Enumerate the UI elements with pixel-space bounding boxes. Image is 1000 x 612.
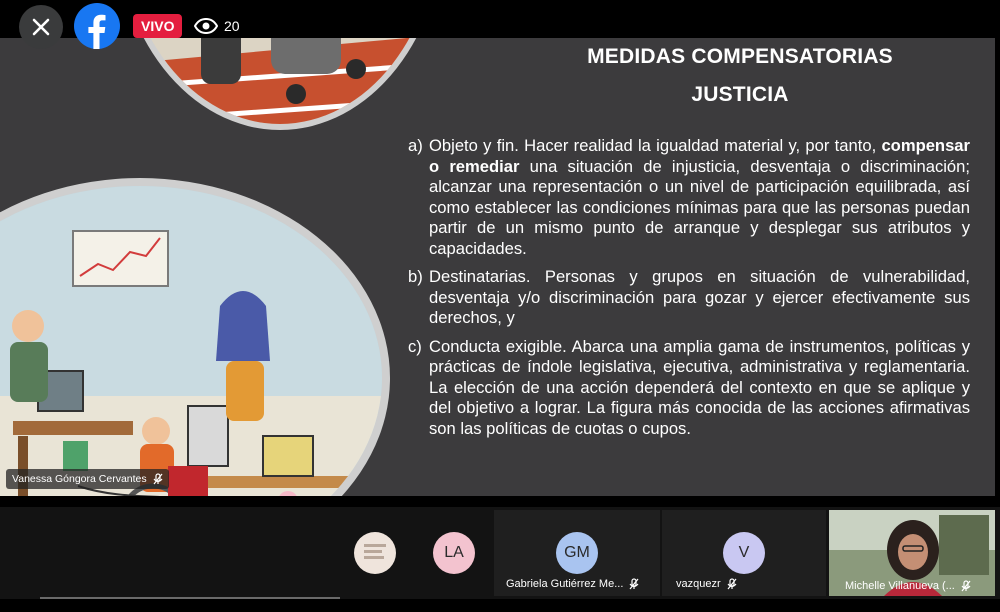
participant-avatar: V <box>723 532 765 574</box>
item-text: Objeto y fin. Hacer realidad la igualdad material y, por tanto, compensar o remediar una situación de injusticia, desventaja o discriminación; alcanzar una representación o un nivel de participación equilibrada, así como establecer las condiciones mínimas para que las personas puedan partir de un mismo punto de arranque y desplegar sus atributos y capacidades. <box>429 136 970 258</box>
participants-strip <box>0 507 1000 599</box>
bold-term: compensar <box>881 136 970 155</box>
participant-tile[interactable] <box>415 510 490 596</box>
item-label: a) <box>408 136 423 155</box>
slide-item-c <box>408 337 970 440</box>
participant-tile[interactable] <box>662 510 826 596</box>
slide-illustration-office <box>0 178 390 496</box>
item-text: Destinatarias. Personas y grupos en situación de vulnerabilidad, desventaja y/o discriminación para gozar y ejercer efectivamente sus derechos, y <box>429 267 970 327</box>
participant-avatar: GM <box>556 532 598 574</box>
viewer-count <box>194 14 240 38</box>
shared-slide <box>0 38 995 496</box>
bottom-controls-bar <box>0 599 1000 612</box>
slide-title-line1: MEDIDAS COMPENSATORIAS <box>587 45 893 68</box>
video-progress-bar[interactable] <box>40 597 340 599</box>
office-cartoon <box>0 186 390 496</box>
slide-item-b <box>408 267 970 329</box>
mic-muted-icon <box>629 578 639 590</box>
participant-name: vazquezr <box>676 578 721 590</box>
slide-illustration-top <box>115 38 445 130</box>
mic-muted-icon <box>727 578 737 590</box>
mic-muted-icon <box>153 473 163 485</box>
item-label: c) <box>408 336 422 356</box>
presenter-name: Vanessa Góngora Cervantes <box>12 473 147 485</box>
live-badge: VIVO <box>133 14 182 38</box>
eye-icon <box>194 18 218 34</box>
participant-name: Gabriela Gutiérrez Me... <box>506 578 624 590</box>
facebook-f-icon <box>74 3 120 49</box>
participant-video-tile[interactable] <box>829 510 995 596</box>
slide-item-a <box>408 136 970 259</box>
mic-muted-icon <box>961 580 971 592</box>
slide-title <box>540 38 940 114</box>
participant-name-row <box>676 578 737 590</box>
facebook-icon[interactable] <box>74 3 120 49</box>
participant-tile[interactable] <box>340 510 410 596</box>
race-illustration <box>121 38 445 130</box>
item-label: b) <box>408 267 423 286</box>
participant-avatar: LA <box>433 532 475 574</box>
participant-name-row <box>845 580 971 592</box>
participant-avatar <box>354 532 396 574</box>
item-text: Conducta exigible. Abarca una amplia gama de instrumentos, políticas y prácticas de índole legislativa, ejecutiva, administrativa y reglamentaria. La elección de una acción dependerá del contexto en que se aplique y del objetivo a lograr. La figura más conocida de las acciones afirmativas son las políticas de cuotas o cupos. <box>429 336 970 438</box>
slide-title-line2: JUSTICIA <box>691 83 789 106</box>
bold-term: remediar <box>449 156 520 176</box>
slide-body <box>408 136 970 447</box>
close-button[interactable] <box>19 5 63 49</box>
participant-name: Michelle Villanueva (... <box>845 580 955 592</box>
viewer-count-value: 20 <box>224 18 240 34</box>
close-icon <box>31 17 51 37</box>
presenter-name-tag <box>6 469 169 489</box>
org-logo-icon <box>360 538 390 568</box>
participant-tile[interactable] <box>494 510 660 596</box>
participant-name-row <box>506 578 639 590</box>
